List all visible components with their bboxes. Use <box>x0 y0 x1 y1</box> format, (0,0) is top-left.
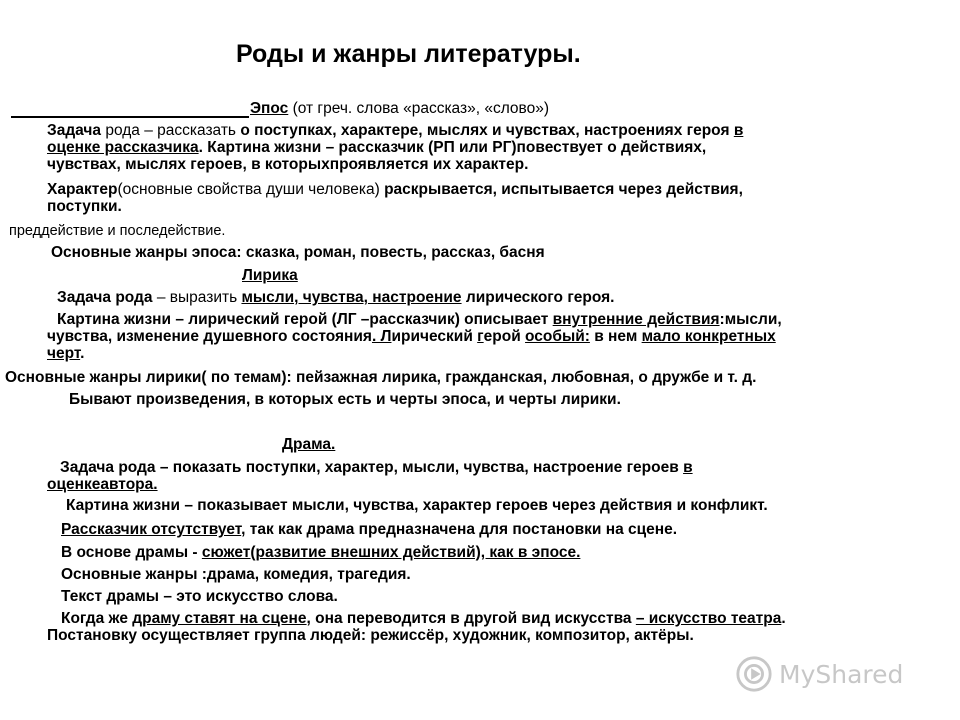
watermark <box>735 655 930 693</box>
epos-task-body: о поступках, характере, мыслях и чувствах, настроениях героя <box>240 122 734 139</box>
epos-picture-cont: чувствах, мыслях героев, в которыхпроявляется их характер. <box>47 156 529 173</box>
drama-stage-b: драму ставят на сцене <box>132 610 307 627</box>
drama-basis-plot: сюжет(развитие внешних действий), как в эпосе. <box>201 544 581 561</box>
lyric-heading <box>242 267 298 284</box>
drama-task-line-2 <box>47 476 158 493</box>
epos-char-cont: поступки. <box>47 198 122 215</box>
lyric-pic2-d: г <box>477 328 484 345</box>
epos-char-note: (основные свойства души человека) <box>117 181 385 198</box>
drama-stage-line-1 <box>61 610 786 627</box>
epos-heading-note: (от греч. слова «рассказ», «слово») <box>288 100 550 117</box>
lyric-picture-line-3 <box>47 345 84 362</box>
drama-narrator-absent: Рассказчик отсутствует <box>61 521 242 538</box>
myshared-logo-icon <box>735 655 773 693</box>
drama-genres <box>61 566 411 583</box>
lyric-pic2-h: мало конкретных <box>641 328 776 345</box>
drama-stage-e: . <box>781 610 786 627</box>
drama-stage-line-2 <box>47 627 694 644</box>
drama-stage-a: Когда же <box>61 610 133 627</box>
drama-basis <box>61 544 580 561</box>
lyric-pic2-e: ерой <box>483 328 526 345</box>
epos-char-line-1 <box>47 181 743 198</box>
epos-narrator-eval: оценке рассказчика <box>47 139 199 156</box>
lyric-pic2-a: чувства, изменение душевного состояния <box>47 328 372 345</box>
drama-task-cont: оценкеавтора. <box>47 476 158 493</box>
epos-task-word: Задача <box>47 122 102 139</box>
drama-stage-cont: Постановку осуществляет группа людей: режиссёр, художник, композитор, актёры. <box>47 627 694 644</box>
drama-task-underlined: в <box>683 459 693 476</box>
heading-rule <box>11 116 249 118</box>
lyric-task-verb: – выразить <box>152 289 242 306</box>
drama-text <box>61 588 338 605</box>
epos-pre <box>9 223 225 240</box>
drama-genres-text: Основные жанры :драма, комедия, трагедия. <box>61 566 411 583</box>
drama-picture-text: Картина жизни – показывает мысли, чувства, характер героев через действия и конфликт. <box>66 497 768 514</box>
epos-heading-line <box>250 100 549 117</box>
epos-task-line-3 <box>47 156 528 173</box>
lyric-pic3-a: черт <box>47 345 81 362</box>
drama-basis-lead: В основе драмы - <box>61 544 202 561</box>
drama-narrator <box>61 521 677 538</box>
lyric-task <box>57 289 614 306</box>
lyric-genres <box>5 369 756 386</box>
lyric-both <box>69 391 621 408</box>
lyric-pic2-g: в нем <box>589 328 642 345</box>
lyric-picture: Картина жизни – лирический герой (ЛГ –рассказчик) описывает <box>57 311 553 328</box>
epos-task-line-1 <box>47 122 743 139</box>
lyric-inner-actions: внутренние действия <box>552 311 720 328</box>
lyric-both-text: Бывают произведения, в которых есть и черты эпоса, и черты лирики. <box>69 391 621 408</box>
drama-stage-c: , она переводится в другой вид искусства <box>306 610 636 627</box>
drama-text-line: Текст драмы – это искусство слова. <box>61 588 338 605</box>
drama-heading-text: Драма. <box>282 436 336 453</box>
lyric-picture-line-1 <box>57 311 782 328</box>
lyric-heading-text: Лирика <box>242 267 298 284</box>
drama-stage-d: – искусство театра <box>635 610 782 627</box>
page-title <box>236 40 581 69</box>
epos-picture: . Картина жизни – рассказчик (РП или РГ)повествует о действиях, <box>198 139 707 156</box>
lyric-pic2-f: особый: <box>525 328 590 345</box>
drama-picture <box>66 497 768 514</box>
lyric-task-end: лирического героя. <box>461 289 615 306</box>
lyric-pic2-c: ирический <box>391 328 478 345</box>
lyric-genres-text: Основные жанры лирики( по темам): пейзажная лирика, гражданская, любовная, о дружбе и т. д. <box>5 369 757 386</box>
epos-genres-text: Основные жанры эпоса: сказка, роман, повесть, рассказ, басня <box>51 244 545 261</box>
epos-char-word: Характер <box>47 181 118 198</box>
epos-task-underlined: в <box>733 122 744 139</box>
lyric-task-word: Задача рода <box>57 289 153 306</box>
lyric-pic3-b: . <box>80 345 85 362</box>
epos-heading: Эпос <box>250 100 289 117</box>
drama-task-line-1 <box>60 459 693 476</box>
epos-char-body: раскрывается, испытывается через действия, <box>384 181 743 198</box>
epos-genres <box>51 244 545 261</box>
lyric-pic2-b: . Л <box>371 328 392 345</box>
drama-task: Задача рода – показать поступки, характер, мысли, чувства, настроение героев <box>60 459 684 476</box>
lyric-picture-line-2 <box>47 328 776 345</box>
title-text: Роды и жанры литературы. <box>236 40 581 68</box>
lyric-task-underlined: мысли, чувства, настроение <box>241 289 462 306</box>
drama-narrator-reason: , так как драма предназначена для постановки на сцене. <box>241 521 678 538</box>
epos-task-verb: рода – рассказать <box>101 122 241 139</box>
drama-heading <box>282 436 335 453</box>
lyric-picture-end: :мысли, <box>719 311 782 328</box>
epos-pre-text: преддействие и последействие. <box>9 223 226 239</box>
watermark-text: MyShared <box>779 659 904 689</box>
epos-char-line-2 <box>47 198 122 215</box>
epos-task-line-2 <box>47 139 706 156</box>
